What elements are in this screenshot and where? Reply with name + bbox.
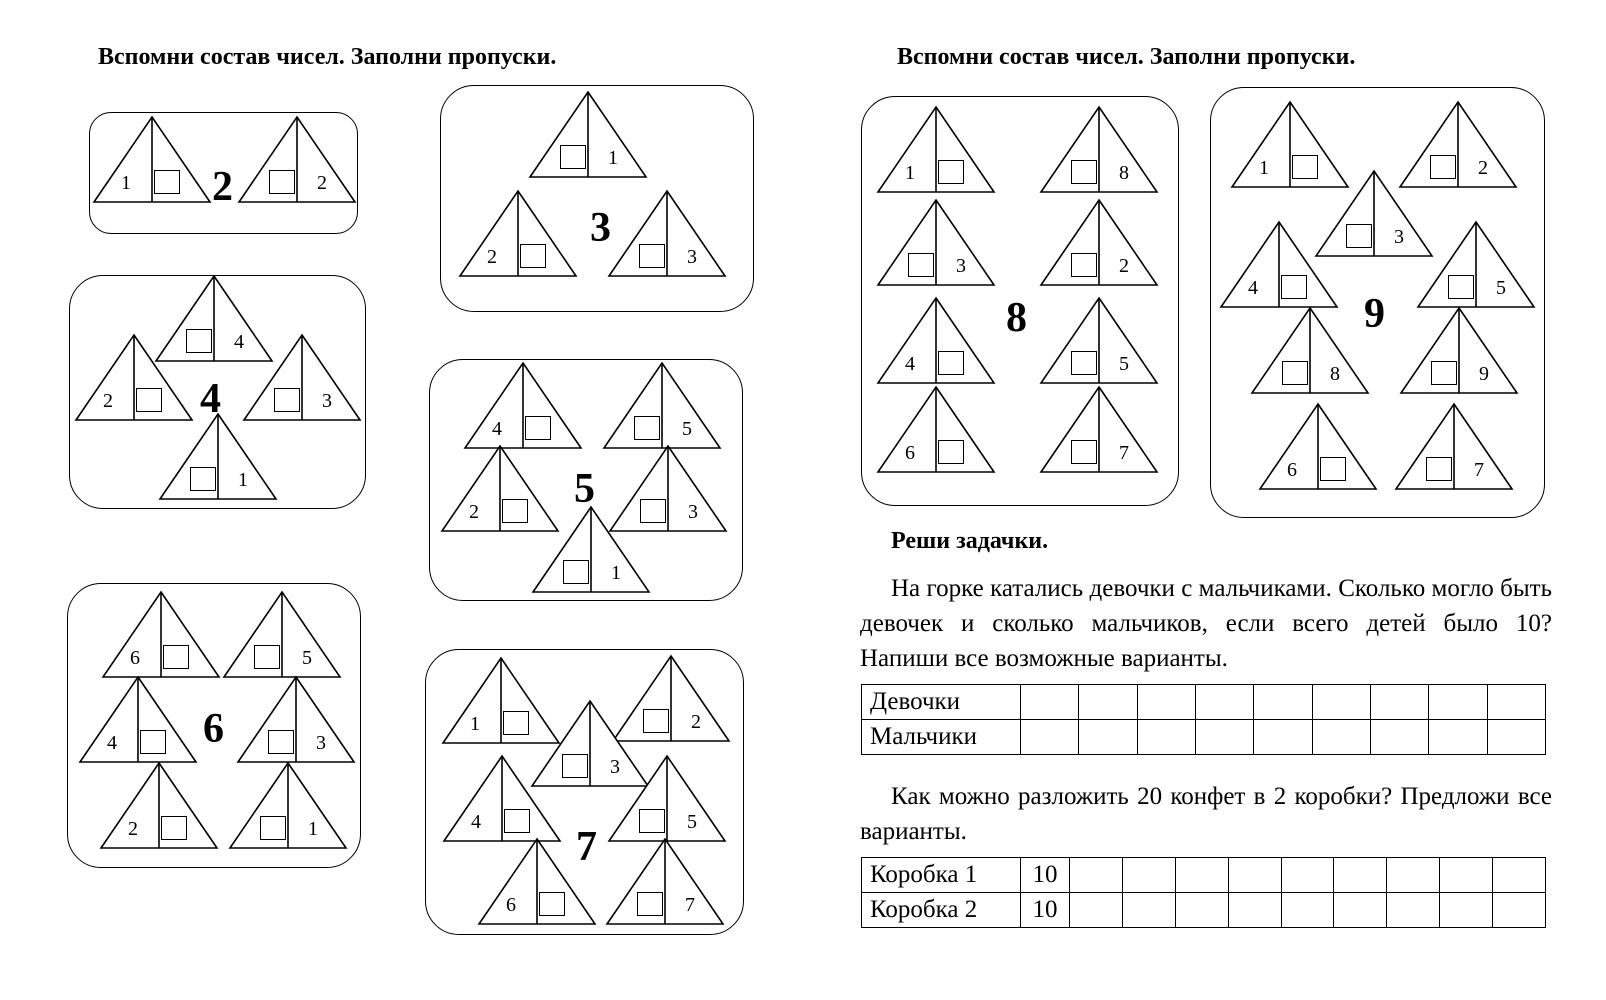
problem-1-text: На горке катались девочки с мальчиками. Сколько могло быть девочек и сколько мальчиков, если всего детей было 10? Напиши все возможные варианты. [860,575,1552,672]
triangle-number: 6 [506,894,516,916]
triangle-number: 6 [130,647,140,669]
answer-cell[interactable] [1195,685,1253,720]
answer-cell[interactable] [1021,685,1079,720]
triangle-number: 3 [956,255,966,277]
triangle-outline [236,676,356,764]
triangle-number: 2 [317,172,327,194]
number-triangle [876,106,996,194]
number-triangle [228,762,348,850]
triangle-number: 1 [238,469,248,491]
number-triangle [158,413,278,501]
triangle-number: 2 [691,711,701,733]
answer-box[interactable] [1071,440,1097,464]
group-number-7: 7 [576,824,597,870]
number-triangle [237,116,357,204]
triangle-outline [602,362,722,450]
triangle-outline [463,362,583,450]
triangle-number: 3 [610,756,620,778]
number-triangle [876,297,996,385]
number-triangle [1039,106,1159,194]
answer-cell[interactable] [1281,893,1334,928]
triangle-number: 2 [469,501,479,523]
given-value-cell: 10 [1021,893,1070,928]
answer-cell[interactable] [1487,685,1545,720]
answer-box[interactable] [140,730,166,754]
triangle-outline [477,838,597,926]
triangle-number: 2 [487,246,497,268]
number-triangle [477,838,597,926]
triangle-outline [1258,403,1378,491]
answer-box[interactable] [639,244,665,268]
triangle-number: 1 [905,162,915,184]
number-triangle [1250,307,1370,395]
triangle-number: 2 [128,818,138,840]
triangle-number: 5 [302,647,312,669]
triangle-outline [876,199,996,287]
answer-box[interactable] [1346,224,1372,248]
table-row [862,720,1546,755]
girls-boys-table [861,684,1546,755]
triangle-number: 2 [1119,255,1129,277]
triangle-outline [1039,106,1159,194]
triangle-number: 2 [1478,157,1488,179]
triangle-outline [876,386,996,474]
triangle-number: 4 [905,353,915,375]
answer-cell[interactable] [1070,893,1123,928]
number-triangle [876,199,996,287]
triangle-number: 5 [682,418,692,440]
number-triangle [1416,221,1536,309]
tasks-title: Реши задачки. [891,528,1049,554]
row-label-boys: Мальчики [862,720,1021,755]
answer-box[interactable] [1282,361,1308,385]
answer-cell[interactable] [1079,720,1137,755]
number-triangle [607,755,727,843]
answer-box[interactable] [1320,457,1346,481]
answer-cell[interactable] [1387,858,1440,893]
answer-box[interactable] [1071,253,1097,277]
triangle-number: 1 [611,562,621,584]
group-number-3: 3 [590,205,611,251]
answer-cell[interactable] [1429,720,1487,755]
group-number-4: 4 [200,376,221,422]
number-triangle [463,362,583,450]
triangle-number: 2 [103,390,113,412]
answer-cell[interactable] [1137,685,1195,720]
triangle-number: 6 [1287,459,1297,481]
triangle-number: 7 [685,894,695,916]
answer-cell[interactable] [1387,893,1440,928]
triangle-outline [528,91,648,179]
row-label-girls: Девочки [862,685,1021,720]
number-triangle [74,334,194,422]
triangle-outline [458,190,578,278]
answer-box[interactable] [260,816,286,840]
triangle-number: 4 [1248,277,1258,299]
table-row [862,685,1546,720]
number-triangle [607,190,727,278]
answer-cell[interactable] [1228,858,1281,893]
right-page-heading: Вспомни состав чисел. Заполни пропуски. [897,44,1356,70]
answer-cell[interactable] [1370,720,1428,755]
answer-box[interactable] [1431,361,1457,385]
triangle-number: 1 [608,147,618,169]
triangle-number: 6 [905,442,915,464]
triangle-number: 4 [234,331,244,353]
answer-box[interactable] [268,730,294,754]
triangle-number: 8 [1330,363,1340,385]
number-triangle [876,386,996,474]
answer-box[interactable] [938,351,964,375]
answer-cell[interactable] [1370,685,1428,720]
answer-box[interactable] [269,170,295,194]
number-triangle [236,676,356,764]
boxes-table [861,857,1546,928]
triangle-number: 1 [121,172,131,194]
triangle-outline [1039,297,1159,385]
triangle-number: 9 [1479,363,1489,385]
answer-box[interactable] [1448,275,1474,299]
answer-cell[interactable] [1312,720,1370,755]
answer-box[interactable] [908,253,934,277]
triangle-outline [442,755,562,843]
answer-box[interactable] [161,816,187,840]
triangle-outline [1394,403,1514,491]
triangle-number: 7 [1119,442,1129,464]
given-value-cell: 10 [1021,858,1070,893]
number-triangle [242,334,362,422]
number-triangle [1258,403,1378,491]
triangle-outline [158,413,278,501]
number-triangle [1039,386,1159,474]
answer-box[interactable] [190,467,216,491]
number-triangle [1399,307,1519,395]
answer-cell[interactable] [1493,893,1546,928]
answer-box[interactable] [502,499,528,523]
answer-box[interactable] [504,809,530,833]
triangle-number: 4 [492,418,502,440]
triangle-outline [1219,221,1339,309]
answer-box[interactable] [1071,351,1097,375]
triangle-number: 1 [308,818,318,840]
triangle-number: 3 [688,501,698,523]
answer-cell[interactable] [1122,893,1175,928]
answer-cell[interactable] [1487,720,1545,755]
answer-cell[interactable] [1334,893,1387,928]
triangle-number: 1 [470,713,480,735]
triangle-outline [1039,199,1159,287]
triangle-outline [1399,307,1519,395]
answer-cell[interactable] [1312,685,1370,720]
answer-box[interactable] [563,560,589,584]
triangle-number: 4 [471,811,481,833]
answer-box[interactable] [938,440,964,464]
answer-box[interactable] [1071,160,1097,184]
answer-cell[interactable] [1334,858,1387,893]
answer-cell[interactable] [1021,720,1079,755]
answer-cell[interactable] [1440,893,1493,928]
answer-cell[interactable] [1122,858,1175,893]
number-triangle [605,838,725,926]
triangle-outline [99,762,219,850]
triangle-outline [1416,221,1536,309]
answer-cell[interactable] [1137,720,1195,755]
number-triangle [458,190,578,278]
triangle-number: 3 [316,732,326,754]
triangle-outline [101,591,221,679]
number-triangle [442,755,562,843]
answer-box[interactable] [1281,275,1307,299]
triangle-outline [74,334,194,422]
triangle-outline [242,334,362,422]
answer-cell[interactable] [1254,720,1312,755]
answer-box[interactable] [1426,457,1452,481]
answer-cell[interactable] [1070,858,1123,893]
answer-cell[interactable] [1429,685,1487,720]
answer-box[interactable] [637,892,663,916]
answer-box[interactable] [634,416,660,440]
answer-cell[interactable] [1079,685,1137,720]
triangle-number: 4 [107,732,117,754]
number-triangle [1394,403,1514,491]
answer-box[interactable] [562,754,588,778]
triangle-outline [531,506,651,594]
answer-box[interactable] [539,892,565,916]
triangle-number: 8 [1119,162,1129,184]
answer-box[interactable] [136,388,162,412]
number-triangle [222,591,342,679]
triangle-outline [78,676,198,764]
answer-box[interactable] [274,388,300,412]
problem-2-text: Как можно разложить 20 конфет в 2 коробки? Предложи все варианты. [860,783,1552,845]
answer-box[interactable] [520,244,546,268]
triangle-outline [237,116,357,204]
triangle-outline [1250,307,1370,395]
triangle-number: 3 [687,246,697,268]
answer-box[interactable] [938,160,964,184]
number-triangle [602,362,722,450]
triangle-number: 3 [1394,226,1404,248]
number-triangle [99,762,219,850]
triangle-outline [605,838,725,926]
number-triangle [92,116,212,204]
table-row [862,893,1546,928]
triangle-outline [607,755,727,843]
triangle-outline [1039,386,1159,474]
answer-cell[interactable] [1440,858,1493,893]
group-number-6: 6 [203,706,224,752]
answer-cell[interactable] [1175,893,1228,928]
triangle-outline [876,297,996,385]
answer-box[interactable] [254,645,280,669]
answer-cell[interactable] [1195,720,1253,755]
answer-box[interactable] [154,170,180,194]
triangle-outline [607,190,727,278]
number-triangle [531,506,651,594]
table-row [862,858,1546,893]
answer-box[interactable] [503,711,529,735]
triangle-outline [92,116,212,204]
row-label-box-2: Коробка 2 [862,893,1021,928]
number-triangle [528,91,648,179]
row-label-box-1: Коробка 1 [862,858,1021,893]
group-number-5: 5 [574,466,595,512]
group-number-2: 2 [212,164,233,210]
triangle-number: 5 [1496,277,1506,299]
answer-box[interactable] [163,645,189,669]
triangle-number: 7 [1474,459,1484,481]
number-triangle [1219,221,1339,309]
answer-cell[interactable] [1281,858,1334,893]
number-triangle [78,676,198,764]
triangle-number: 5 [1119,353,1129,375]
number-triangle [1039,199,1159,287]
answer-cell[interactable] [1254,685,1312,720]
number-triangle [101,591,221,679]
answer-box[interactable] [525,416,551,440]
group-number-8: 8 [1006,295,1027,341]
group-number-9: 9 [1364,291,1385,337]
number-triangle [1039,297,1159,385]
triangle-number: 5 [687,811,697,833]
triangle-outline [222,591,342,679]
answer-box[interactable] [639,809,665,833]
triangle-number: 1 [1259,157,1269,179]
triangle-outline [876,106,996,194]
answer-cell[interactable] [1175,858,1228,893]
triangle-number: 3 [322,390,332,412]
answer-box[interactable] [560,145,586,169]
left-page-heading: Вспомни состав чисел. Заполни пропуски. [98,44,557,70]
answer-cell[interactable] [1493,858,1546,893]
answer-cell[interactable] [1228,893,1281,928]
triangle-outline [228,762,348,850]
